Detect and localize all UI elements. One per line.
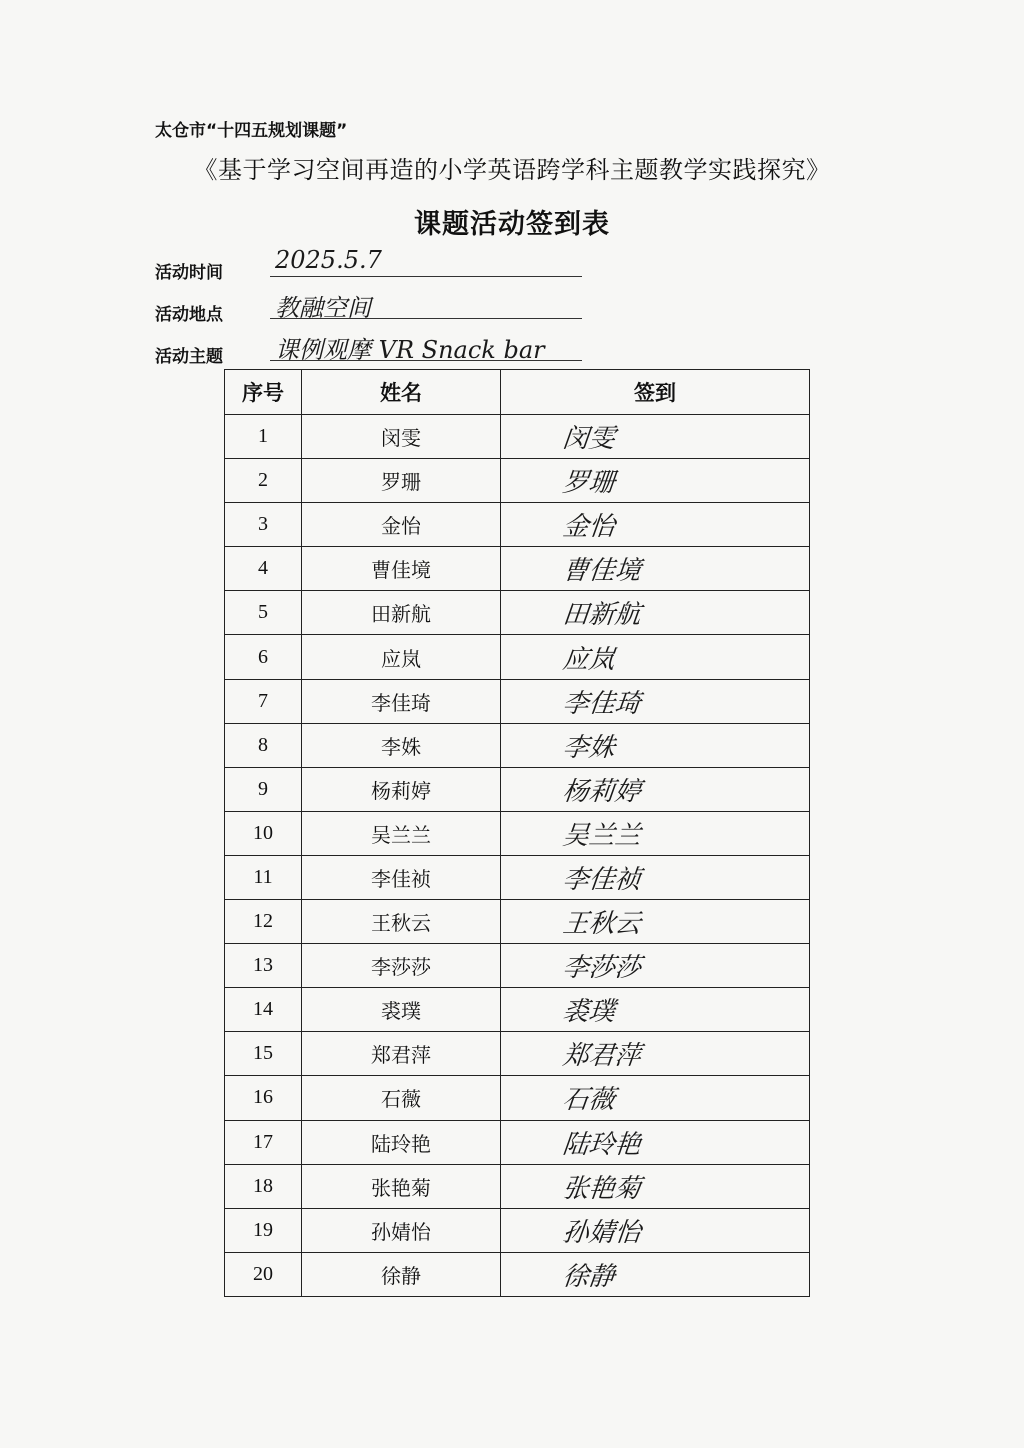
row-number: 20 — [225, 1252, 302, 1296]
signature-cell — [501, 1032, 810, 1076]
table-row — [225, 1208, 810, 1252]
row-signature: 徐静 — [561, 1261, 617, 1292]
table-row — [225, 679, 810, 723]
row-name: 王秋云 — [302, 900, 501, 944]
signature-cell — [501, 767, 810, 811]
row-signature: 曹佳境 — [561, 556, 643, 587]
signature-cell — [501, 415, 810, 459]
row-name: 应岚 — [302, 635, 501, 679]
table-row — [225, 1164, 810, 1208]
row-signature: 陆玲艳 — [561, 1129, 643, 1160]
row-signature: 罗珊 — [561, 468, 617, 499]
row-name: 陆玲艳 — [302, 1120, 501, 1164]
table-row — [225, 503, 810, 547]
table-row — [225, 591, 810, 635]
signature-cell — [501, 503, 810, 547]
row-signature: 闵雯 — [561, 424, 617, 455]
row-name: 罗珊 — [302, 459, 501, 503]
header-number: 序号 — [225, 370, 302, 415]
table-row — [225, 459, 810, 503]
signature-cell — [501, 635, 810, 679]
table-row — [225, 811, 810, 855]
header-name: 姓名 — [302, 370, 501, 415]
activity-place-row — [155, 294, 371, 325]
row-number: 7 — [225, 679, 302, 723]
row-signature: 裘璞 — [561, 997, 617, 1028]
row-signature: 李佳琦 — [561, 688, 643, 719]
row-name: 李姝 — [302, 723, 501, 767]
row-name: 裘璞 — [302, 988, 501, 1032]
row-number: 6 — [225, 635, 302, 679]
row-number: 5 — [225, 591, 302, 635]
activity-time-value: 2025.5.7 — [275, 246, 382, 274]
table-row — [225, 767, 810, 811]
row-number: 11 — [225, 855, 302, 899]
row-number: 19 — [225, 1208, 302, 1252]
signature-cell — [501, 591, 810, 635]
table-row — [225, 855, 810, 899]
signature-cell — [501, 855, 810, 899]
signature-cell — [501, 547, 810, 591]
signature-cell — [501, 679, 810, 723]
row-number: 3 — [225, 503, 302, 547]
row-name: 杨莉婷 — [302, 767, 501, 811]
signature-cell — [501, 944, 810, 988]
row-signature: 李莎莎 — [561, 953, 643, 984]
signature-cell — [501, 459, 810, 503]
signature-cell — [501, 1076, 810, 1120]
row-number: 9 — [225, 767, 302, 811]
row-number: 4 — [225, 547, 302, 591]
activity-topic-label: 活动主题 — [155, 347, 223, 367]
header-signature: 签到 — [501, 370, 810, 415]
row-name: 李佳祯 — [302, 855, 501, 899]
row-signature: 吴兰兰 — [561, 820, 643, 851]
row-signature: 李佳祯 — [561, 864, 643, 895]
table-row — [225, 635, 810, 679]
row-number: 17 — [225, 1120, 302, 1164]
activity-place-value: 教融空间 — [275, 294, 371, 322]
row-signature: 应岚 — [561, 644, 617, 675]
row-name: 闵雯 — [302, 415, 501, 459]
activity-time-underline — [270, 276, 582, 277]
row-number: 15 — [225, 1032, 302, 1076]
row-name: 吴兰兰 — [302, 811, 501, 855]
activity-topic-value: 课例观摩 VR Snack bar — [275, 336, 545, 364]
row-name: 石薇 — [302, 1076, 501, 1120]
row-number: 18 — [225, 1164, 302, 1208]
activity-time-label: 活动时间 — [155, 263, 223, 283]
signature-cell — [501, 811, 810, 855]
row-number: 16 — [225, 1076, 302, 1120]
activity-topic-row — [155, 336, 545, 367]
sheet-title: 课题活动签到表 — [414, 209, 610, 240]
sign-in-table — [224, 369, 810, 1297]
row-signature: 张艳菊 — [561, 1173, 643, 1204]
table-row — [225, 1120, 810, 1164]
row-signature: 孙婧怡 — [561, 1217, 643, 1248]
row-number: 13 — [225, 944, 302, 988]
row-signature: 郑君萍 — [561, 1041, 643, 1072]
row-signature: 李姝 — [561, 732, 617, 763]
row-signature: 王秋云 — [561, 909, 643, 940]
table-header-row — [225, 370, 810, 415]
activity-time-row — [155, 246, 382, 283]
signature-cell — [501, 988, 810, 1032]
row-name: 李莎莎 — [302, 944, 501, 988]
row-signature: 金怡 — [561, 512, 617, 543]
row-name: 田新航 — [302, 591, 501, 635]
row-number: 14 — [225, 988, 302, 1032]
table-row — [225, 988, 810, 1032]
project-title: 《基于学习空间再造的小学英语跨学科主题教学实践探究》 — [193, 156, 831, 184]
row-name: 郑君萍 — [302, 1032, 501, 1076]
row-number: 8 — [225, 723, 302, 767]
row-name: 金怡 — [302, 503, 501, 547]
table-row — [225, 1076, 810, 1120]
signature-cell — [501, 1252, 810, 1296]
activity-place-label: 活动地点 — [155, 305, 223, 325]
table-row — [225, 547, 810, 591]
row-name: 孙婧怡 — [302, 1208, 501, 1252]
signature-cell — [501, 723, 810, 767]
row-signature: 杨莉婷 — [561, 776, 643, 807]
table-row — [225, 1032, 810, 1076]
row-number: 2 — [225, 459, 302, 503]
signature-cell — [501, 1208, 810, 1252]
table-row — [225, 723, 810, 767]
table-row — [225, 900, 810, 944]
table-row — [225, 1252, 810, 1296]
row-number: 10 — [225, 811, 302, 855]
row-number: 12 — [225, 900, 302, 944]
row-name: 张艳菊 — [302, 1164, 501, 1208]
row-name: 曹佳境 — [302, 547, 501, 591]
signature-cell — [501, 900, 810, 944]
row-name: 李佳琦 — [302, 679, 501, 723]
row-signature: 田新航 — [561, 600, 643, 631]
row-name: 徐静 — [302, 1252, 501, 1296]
signature-cell — [501, 1164, 810, 1208]
organization-heading: 太仓市“十四五规划课题” — [155, 121, 348, 141]
table-row — [225, 415, 810, 459]
signature-cell — [501, 1120, 810, 1164]
row-signature: 石薇 — [561, 1085, 617, 1116]
table-row — [225, 944, 810, 988]
row-number: 1 — [225, 415, 302, 459]
